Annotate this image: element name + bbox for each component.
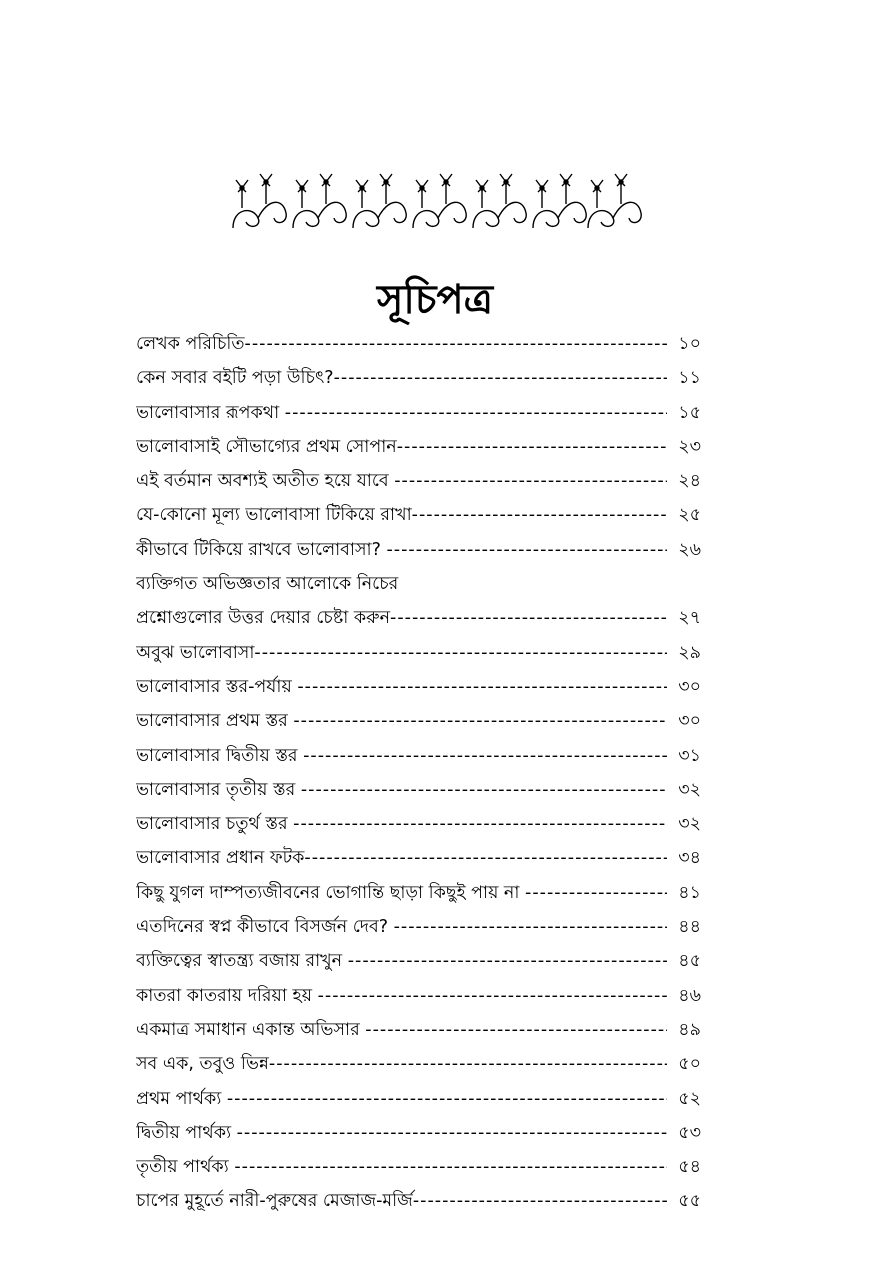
- toc-entry: [136, 841, 701, 875]
- toc-entry: [136, 1116, 701, 1150]
- toc-entry-title: লেখক পরিচিতি: [136, 334, 245, 354]
- toc-entry: [136, 670, 701, 704]
- toc-entry-title: কিছু যুগল দাম্পত্যজীবনের ভোগান্তি ছাড়া কিছুই পায় না: [136, 882, 526, 903]
- toc-entry: [136, 533, 701, 567]
- toc-entry-page: ৪৫: [676, 944, 701, 978]
- dot-leader: [136, 361, 667, 395]
- dot-leader: [136, 1116, 667, 1150]
- dot-leader: [136, 1047, 667, 1081]
- toc-entry: [136, 739, 701, 773]
- toc-entry-title: ভালোবাসার চতুর্থ স্তর: [136, 814, 294, 835]
- page-title: সূচিপত্র: [377, 277, 493, 323]
- toc-entry: [136, 636, 701, 670]
- toc-entry-page: ৫০: [676, 1047, 701, 1081]
- dot-leader: [136, 876, 667, 910]
- dot-leader: [136, 704, 667, 738]
- toc-entry-page: ২৯: [676, 636, 701, 670]
- toc-entry-title: অবুঝ ভালোবাসা: [136, 642, 255, 663]
- dot-leader: [136, 979, 667, 1013]
- toc-entry-page: ৪৪: [676, 910, 701, 944]
- toc-entry-page: ৩২: [676, 807, 701, 841]
- toc-entry-page: ৪১: [676, 876, 701, 910]
- toc-entry-page: ৫৪: [676, 1150, 701, 1184]
- toc-entry-page: ৩০: [676, 704, 701, 738]
- toc-entry: [136, 567, 701, 601]
- toc-entry: [136, 1047, 701, 1081]
- dot-leader: [136, 944, 667, 978]
- toc-entry-page: ২৬: [676, 533, 701, 567]
- dot-leader: [136, 773, 667, 807]
- dot-leader: [136, 807, 667, 841]
- toc-entry-title: ভালোবাসার দ্বিতীয় স্তর: [136, 745, 304, 766]
- toc-entry-page: ৩০: [676, 670, 701, 704]
- toc-entry-page: ৩৪: [676, 841, 701, 875]
- toc-entry-title: এতদিনের স্বপ্ন কীভাবে বিসর্জন দেব?: [136, 917, 394, 938]
- toc-entry-page: ২৩: [676, 430, 701, 464]
- toc-entry: [136, 1150, 701, 1184]
- toc-entry: [136, 876, 701, 910]
- toc-entry: [136, 327, 701, 361]
- dot-leader: [136, 636, 667, 670]
- dot-leader: [136, 601, 667, 635]
- toc-entry-title: প্রশ্নোগুলোর উত্তর দেয়ার চেষ্টা করুন: [136, 608, 391, 629]
- toc-entry: [136, 498, 701, 532]
- toc-entry-title: সব এক, তবুও ভিন্ন: [136, 1054, 269, 1075]
- toc-entry-page: ৫৫: [676, 1184, 701, 1218]
- toc-entry-page: ৩১: [676, 739, 701, 773]
- toc-entry-title: এই বর্তমান অবশ্যই অতীত হয়ে যাবে: [136, 471, 395, 492]
- toc-entry: [136, 430, 701, 464]
- toc-entry-title: তৃতীয় পার্থক্য: [136, 1157, 235, 1178]
- dot-leader: [136, 464, 667, 498]
- toc-entry: [136, 944, 701, 978]
- dot-leader: [136, 670, 667, 704]
- toc-entry: [136, 979, 701, 1013]
- toc-entry: [136, 361, 701, 395]
- toc-entry: [136, 601, 701, 635]
- dot-leader: [136, 327, 667, 361]
- toc-entry: [136, 1013, 701, 1047]
- toc-entry-page: ১০: [676, 327, 701, 361]
- toc-entry: [136, 704, 701, 738]
- toc-entry-title: ব্যক্তিত্বের স্বাতন্ত্র্য বজায় রাখুন: [136, 951, 348, 972]
- toc-entry: [136, 807, 701, 841]
- toc-entry-page: ৪৬: [676, 979, 701, 1013]
- toc-entry-page: ২৪: [676, 464, 701, 498]
- toc-entry-title: ব্যক্তিগত অভিজ্ঞতার আলোকে নিচের: [136, 574, 399, 595]
- toc-entry-page: ৪৯: [676, 1013, 701, 1047]
- toc-entry-title: ভালোবাসার স্তর-পর্যায়: [136, 676, 298, 697]
- toc-entry: [136, 396, 701, 430]
- toc-entry: [136, 773, 701, 807]
- toc-entry-page: ৫২: [676, 1082, 701, 1116]
- dot-leader: [136, 910, 667, 944]
- toc-entry-title: ভালোবাসার প্রধান ফটক: [136, 848, 305, 869]
- toc-entry-title: চাপের মুহূর্তে নারী-পুরুষের মেজাজ-মর্জি: [136, 1191, 413, 1212]
- toc-entry: [136, 464, 701, 498]
- toc-entry-page: ৩২: [676, 773, 701, 807]
- toc-entry: [136, 1082, 701, 1116]
- toc-entry-title: ভালোবাসার প্রথম স্তর: [136, 711, 294, 732]
- dot-leader: [136, 396, 667, 430]
- toc-entry-title: কেন সবার বইটি পড়া উচিৎ?: [136, 368, 334, 389]
- toc-entry-title: ভালোবাসাই সৌভাগ্যের প্রথম সোপান: [136, 436, 397, 457]
- dot-leader: [136, 739, 667, 773]
- toc-entry-page: ২৫: [676, 498, 701, 532]
- toc-entry: [136, 1184, 701, 1218]
- dot-leader: [136, 1184, 667, 1218]
- dot-leader: [136, 841, 667, 875]
- toc-entry-title: প্রথম পার্থক্য: [136, 1088, 227, 1109]
- dot-leader: [136, 533, 667, 567]
- dot-leader: [136, 567, 667, 601]
- dot-leader: [136, 498, 667, 532]
- toc-entry-page: ২৭: [676, 601, 701, 635]
- dot-leader: [136, 1082, 667, 1116]
- toc-entry-title: যে-কোনো মূল্য ভালোবাসা টিকিয়ে রাখা: [136, 505, 412, 526]
- toc-entry-page: ১১: [676, 361, 701, 395]
- dot-leader: [136, 430, 667, 464]
- table-of-contents: [136, 327, 701, 1219]
- toc-entry-title: একমাত্র সমাধান একান্ত অভিসার: [136, 1019, 366, 1040]
- toc-entry-title: ভালোবাসার রূপকথা: [136, 402, 285, 423]
- floral-ornament-icon: [228, 168, 642, 234]
- toc-entry: [136, 910, 701, 944]
- toc-entry-page: ১৫: [676, 396, 701, 430]
- toc-entry-title: ভালোবাসার তৃতীয় স্তর: [136, 779, 301, 800]
- dot-leader: [136, 1150, 667, 1184]
- toc-entry-page: ৫৩: [676, 1116, 701, 1150]
- toc-entry-title: দ্বিতীয় পার্থক্য: [136, 1122, 237, 1143]
- toc-entry-title: কীভাবে টিকিয়ে রাখবে ভালোবাসা?: [136, 539, 387, 560]
- dot-leader: [136, 1013, 667, 1047]
- toc-entry-title: কাতরা কাতরায় দরিয়া হয়: [136, 985, 318, 1006]
